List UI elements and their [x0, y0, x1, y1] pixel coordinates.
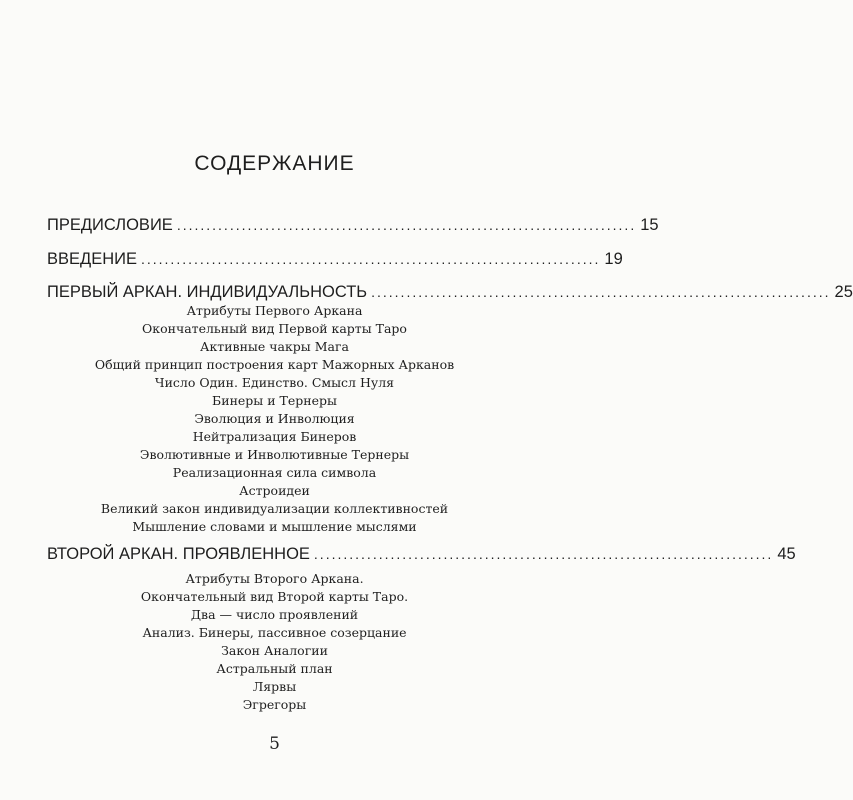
topic-item: Эволютивные и Инволютивные Тернеры: [139, 447, 410, 462]
topic-item: Атрибуты Второго Аркана.: [185, 571, 364, 586]
topic-item: Число Один. Единство. Смысл Нуля: [154, 375, 395, 390]
page-title: СОДЕРЖАНИЕ: [194, 152, 355, 175]
topic-item: Закон Аналогии: [221, 643, 328, 658]
toc-entry-page: 25: [834, 283, 853, 301]
toc-entry-page: 15: [640, 216, 659, 234]
topic-item: Два — число проявлений: [190, 607, 359, 622]
topic-item: Атрибуты Первого Аркана: [186, 303, 363, 318]
topic-item: Общий принцип построения карт Мажорных Арканов: [94, 357, 455, 372]
topic-item: Эволюция и Инволюция: [194, 411, 355, 426]
second-arcana-topics: [0, 570, 549, 714]
toc-entry-second-arcana[interactable]: [47, 545, 796, 569]
dot-leader: ..............................................................................: [371, 284, 831, 300]
topic-item: Окончательный вид Первой карты Таро: [142, 321, 407, 336]
toc-entry-preface[interactable]: [47, 216, 659, 240]
toc-entry-title: ВТОРОЙ АРКАН. ПРОЯВЛЕННОЕ: [47, 545, 310, 563]
toc-entry-page: 45: [777, 545, 796, 563]
topic-item: Астроидеи: [239, 483, 310, 498]
topic-item: Нейтрализация Бинеров: [192, 429, 357, 444]
topic-item: Реализационная сила символа: [172, 465, 377, 480]
topic-item: Эгрегоры: [242, 697, 307, 712]
toc-entry-introduction[interactable]: [47, 250, 623, 274]
topic-item: Мышление словами и мышление мыслями: [132, 519, 417, 534]
toc-entry-page: 19: [604, 250, 623, 268]
dot-leader: ..............................................................................: [313, 546, 774, 562]
toc-entry-title: ПЕРВЫЙ АРКАН. ИНДИВИДУАЛЬНОСТЬ: [47, 283, 368, 301]
topic-item: Астральный план: [216, 661, 333, 676]
topic-item: Бинеры и Тернеры: [212, 393, 337, 408]
topic-item: Окончательный вид Второй карты Таро.: [140, 589, 409, 604]
dot-leader: ..............................................................................: [140, 251, 601, 267]
dot-leader: ..............................................................................: [176, 217, 637, 233]
page-number: 5: [269, 734, 280, 754]
toc-entry-title: ПРЕДИСЛОВИЕ: [47, 216, 173, 234]
topic-item: Лярвы: [252, 679, 297, 694]
toc-entry-title: ВВЕДЕНИЕ: [47, 250, 137, 268]
topic-item: Активные чакры Мага: [200, 339, 349, 354]
first-arcana-topics: [0, 302, 549, 536]
topic-item: Великий закон индивидуализации коллективностей: [100, 501, 449, 516]
topic-item: Анализ. Бинеры, пассивное созерцание: [142, 625, 407, 640]
